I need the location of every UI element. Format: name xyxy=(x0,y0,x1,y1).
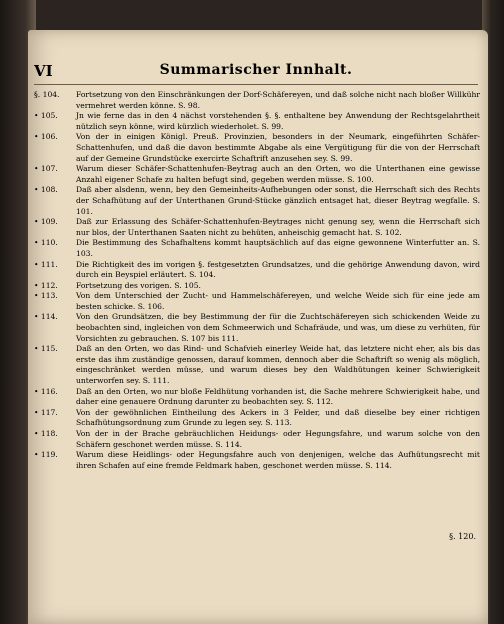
section-summary: Die Richtigkeit des im vorigen §. festgesetzten Grundsatzes, und die gehörige Anwendung davon, wird durch ein Beyspiel erläutert. S. 104. xyxy=(76,259,480,280)
list-item xyxy=(34,90,480,111)
list-item xyxy=(34,408,480,429)
section-summary: Daß zur Erlassung des Schäfer-Schattenhufen-Beytrages nicht genung sey, wenn die Herrschaft sich nur blos, der Unterthanen Saaten nicht zu behüten, anheischig gemacht hat. S. 102. xyxy=(76,217,480,237)
list-item xyxy=(34,238,480,259)
section-number: • 108. xyxy=(34,185,58,195)
list-item xyxy=(34,164,480,185)
section-summary: Von dem Unterschied der Zucht- und Hammelschäfereyen, und welche Weide sich für eine jede am besten schicke. S. 106. xyxy=(76,291,480,311)
section-number: • 111. xyxy=(34,259,58,269)
section-summary: Von den Grundsätzen, die bey Bestimmung der für die Zuchtschäfereyen sich schickenden Weide zu beobachten sind, ingleichen von dem Schmeerwich und Schafräude, und was, um diese zu verhüten, für Vorsichten zu gebrauchen. S. 107 bis 111. xyxy=(76,312,480,343)
section-number: • 114. xyxy=(34,312,58,322)
section-summary: Die Bestimmung des Schafhaltens kommt hauptsächlich auf das eigne gewonnene Winterfutter an. S. 103. xyxy=(76,238,480,258)
section-summary: Fortsetzung von den Einschränkungen der Dorf-Schäfereyen, und daß solche nicht nach bloßer Willkühr vermehret werden könne. S. 98. xyxy=(76,90,480,110)
list-item xyxy=(34,111,480,132)
list-item xyxy=(34,185,480,217)
section-summary: Von der in der Brache gebräuchlichen Heidungs- oder Hegungsfahre, und warum solche von den Schäfern geschonet werden müsse. S. 114. xyxy=(76,429,480,449)
list-item xyxy=(34,450,480,471)
list-item xyxy=(34,217,480,238)
list-item xyxy=(34,387,480,408)
section-number: • 117. xyxy=(34,407,58,417)
page-number: VI xyxy=(34,62,53,80)
section-summary: Jn wie ferne das in den 4 nächst vorstehenden §. §. enthaltene bey Anwendung der Rechtsgelahrtheit nützlich seyn könne, wird kürzlich wiederholet. S. 99. xyxy=(76,111,480,131)
section-number: • 119. xyxy=(34,450,58,460)
section-number: • 105. xyxy=(34,111,58,121)
section-number: • 116. xyxy=(34,386,58,396)
list-item xyxy=(34,291,480,312)
list-item xyxy=(34,429,480,450)
section-number: • 118. xyxy=(34,429,58,438)
section-summary: Daß aber alsdenn, wenn, bey den Gemeinheits-Aufhebungen oder sonst, die Herrschaft sich des Rechts der Schafhütung auf der Unterthanen Grund-Stücke gänzlich entsaget hat, dieser Beytrag wegfalle. S. 101. xyxy=(76,185,480,216)
list-item xyxy=(34,344,480,386)
list-item xyxy=(34,132,480,164)
section-number: • 115. xyxy=(34,344,58,354)
list-item xyxy=(34,312,480,344)
section-number: • 107. xyxy=(34,164,58,174)
list-item xyxy=(34,281,480,292)
header-rule xyxy=(34,84,478,85)
section-summary: Daß an den Orten, wo das Rind- und Schafvieh einerley Weide hat, das letztere nicht eher, als bis das erste das ihm zuständige genossen, darauf kommen, dennoch aber die Schaftrift so wenig als möglich, eingeschränket werden müsse, und warum dieses bey den Waldhütungen keiner Schwierigkeit unterworfen sey. S. 111. xyxy=(76,344,480,386)
section-number: • 109. xyxy=(34,217,58,227)
section-number: • 106. xyxy=(34,132,58,142)
section-summary: Daß an den Orten, wo nur bloße Feldhütung vorhanden ist, die Sache mehrere Schwierigkeit habe, und daher eine genauere Ordnung darunter zu beobachten sey. S. 112. xyxy=(76,386,480,407)
section-number: §. 104. xyxy=(34,90,60,99)
catchword: §. 120. xyxy=(449,532,476,541)
running-title: Summarischer Innhalt. xyxy=(159,62,353,78)
section-summary: Von der gewöhnlichen Eintheilung des Ackers in 3 Felder, und daß dieselbe bey einer richtigen Schafhütungsordnung zum Grunde zu legen sey. S. 113. xyxy=(76,407,480,428)
list-item xyxy=(34,260,480,281)
section-number: • 112. xyxy=(34,280,58,290)
section-summary: Von der in einigen Königl. Preuß. Provinzien, besonders in der Neumark, eingeführten Schäfer-Schattenhufen, und daß die davon bestimmte Abgabe als eine Vergütigung für die von der Herrschaft auf der Gemeine Grundstücke exercirte Schaftrift anzusehen sey. S. 99. xyxy=(76,132,480,163)
page-header xyxy=(34,62,478,84)
section-summary: Warum diese Heidlings- oder Hegungsfahre auch von denjenigen, welche das Aufhütungsrecht mit ihren Schafen auf eine fremde Feldmark haben, geschonet werden müsse. S. 114. xyxy=(76,450,480,470)
table-of-contents xyxy=(34,90,480,471)
section-summary: Warum dieser Schäfer-Schattenhufen-Beytrag auch an den Orten, wo die Unterthanen eine gewisse Anzahl eigener Schafe zu halten befugt sind, gegeben werden müsse. S. 100. xyxy=(76,164,480,184)
section-number: • 113. xyxy=(34,291,58,301)
section-number: • 110. xyxy=(34,238,58,248)
section-summary: Fortsetzung des vorigen. S. 105. xyxy=(76,280,201,290)
